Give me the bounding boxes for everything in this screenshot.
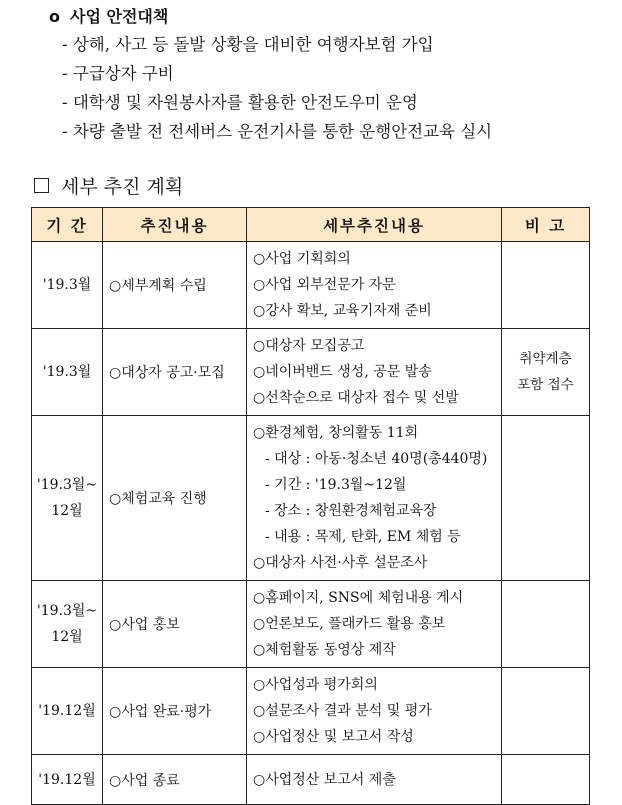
- note-line: 포함 접수: [517, 377, 574, 393]
- detail-subline: - 장소 : 창원환경체험교육장: [265, 503, 437, 519]
- header-note: 비 고: [502, 208, 590, 242]
- details-cell: [247, 668, 502, 755]
- table-row: [32, 416, 590, 581]
- period-line: 12월: [51, 503, 83, 519]
- detail-line: ○설문조사 결과 분석 및 평가: [253, 703, 432, 719]
- period-cell: [32, 416, 103, 581]
- detail-line: ○홈페이지, SNS에 체험내용 게시: [253, 590, 464, 606]
- detail-line: ○대상자 모집공고: [253, 338, 365, 354]
- table-row: [32, 329, 590, 416]
- safety-measures-list: [62, 30, 492, 146]
- task-cell: ○체험교육 진행: [103, 416, 247, 581]
- header-task: 추진내용: [103, 208, 247, 242]
- note-cell: [502, 755, 590, 805]
- safety-title-text: 사업 안전대책: [70, 7, 169, 26]
- period-line: '19.3월: [42, 277, 92, 293]
- detail-line: ○사업성과 평가회의: [253, 677, 378, 693]
- details-cell: [247, 416, 502, 581]
- safety-item: - 대학생 및 자원봉사자를 활용한 안전도우미 운영: [62, 93, 418, 112]
- detail-subline: - 대상 : 아동·청소년 40명(총440명): [265, 451, 488, 467]
- task-cell: ○세부계획 수립: [103, 242, 247, 329]
- detail-subline: - 내용 : 목제, 탄화, EM 체험 등: [265, 529, 461, 545]
- detail-line: ○선착순으로 대상자 접수 및 선발: [253, 390, 459, 406]
- note-cell: [502, 668, 590, 755]
- detail-subline: - 기간 : '19.3월~12월: [265, 477, 407, 493]
- detail-line: ○사업정산 및 보고서 작성: [253, 729, 414, 745]
- safety-item: - 구급상자 구비: [62, 64, 174, 83]
- task-cell: ○대상자 공고·모집: [103, 329, 247, 416]
- detail-line: ○사업 기획회의: [253, 251, 351, 267]
- detail-line: ○사업 외부전문가 자문: [253, 277, 396, 293]
- detail-line: ○환경체험, 창의활동 11회: [253, 425, 419, 441]
- details-cell: [247, 755, 502, 805]
- period-line: '19.3월~: [36, 603, 98, 619]
- detail-line: ○체험활동 동영상 제작: [253, 642, 396, 658]
- plan-table: [31, 207, 590, 805]
- task-cell: ○사업 홍보: [103, 581, 247, 668]
- table-row: [32, 668, 590, 755]
- period-cell: [32, 242, 103, 329]
- detail-line: ○사업정산 보고서 제출: [253, 771, 396, 788]
- period-cell: [32, 668, 103, 755]
- detail-line: ○언론보도, 플래카드 활용 홍보: [253, 616, 446, 632]
- details-cell: [247, 581, 502, 668]
- period-cell: [32, 581, 103, 668]
- section-bullet: o: [49, 7, 60, 26]
- plan-title: 세부 추진 계획: [61, 176, 184, 198]
- safety-item: - 차량 출발 전 전세버스 운전기사를 통한 운행안전교육 실시: [62, 122, 493, 141]
- period-cell: [32, 329, 103, 416]
- details-cell: [247, 242, 502, 329]
- square-bullet-icon: [34, 178, 49, 193]
- task-cell: ○사업 종료: [103, 755, 247, 805]
- task-cell: ○사업 완료·평가: [103, 668, 247, 755]
- header-period: 기 간: [32, 208, 103, 242]
- period-line: 12월: [51, 629, 83, 645]
- period-cell: [32, 755, 103, 805]
- period-line: '19.12월: [38, 771, 96, 788]
- period-line: '19.12월: [38, 703, 96, 719]
- note-cell: [502, 329, 590, 416]
- safety-item: - 상해, 사고 등 돌발 상황을 대비한 여행자보험 가입: [62, 35, 434, 54]
- note-cell: [502, 242, 590, 329]
- table-row: [32, 242, 590, 329]
- plan-heading: [34, 172, 183, 199]
- details-cell: [247, 329, 502, 416]
- safety-section-title: [49, 4, 168, 27]
- period-line: '19.3월: [42, 364, 92, 380]
- table-row: [32, 581, 590, 668]
- detail-line: ○대상자 사전·사후 설문조사: [253, 555, 428, 571]
- header-details: 세부추진내용: [247, 208, 502, 242]
- detail-line: ○강사 확보, 교육기자재 준비: [253, 303, 432, 319]
- note-line: 취약계층: [519, 351, 572, 367]
- note-cell: [502, 581, 590, 668]
- detail-line: ○네이버밴드 생성, 공문 발송: [253, 364, 432, 380]
- table-row: [32, 755, 590, 805]
- period-line: '19.3월~: [36, 477, 98, 493]
- note-cell: [502, 416, 590, 581]
- table-header-row: [32, 208, 590, 242]
